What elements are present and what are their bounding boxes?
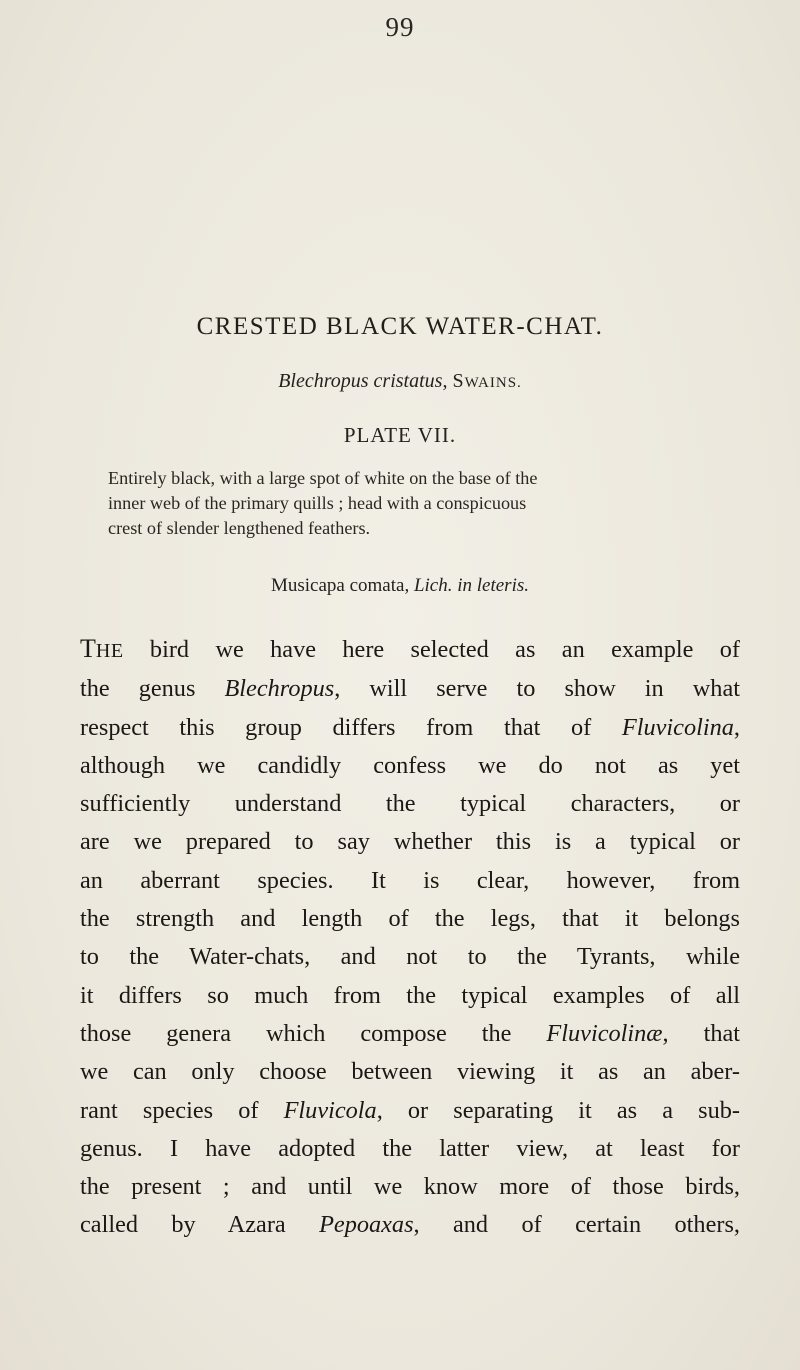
body-line: [80, 1053, 740, 1091]
body-line: [80, 630, 740, 670]
body-line: [80, 1206, 740, 1244]
scientific-name-separator: ,: [442, 370, 453, 392]
body-line-italic: Pepoaxas: [319, 1211, 414, 1239]
body-line-text: the strength and length of the legs, that it belongs: [80, 905, 740, 933]
body-line-text: , will serve to show in what: [334, 675, 740, 703]
body-line-italic: Blechropus: [224, 675, 335, 703]
description-line: crest of slender lengthened feathers.: [108, 518, 371, 538]
body-line-text: the genus: [80, 675, 225, 703]
author-rest: WAINS.: [464, 375, 522, 391]
body-line: [80, 670, 740, 708]
body-line-text: respect this group differs from that of: [80, 713, 622, 741]
description-line: inner web of the primary quills ; head with a conspicuous: [108, 493, 527, 513]
body-line-text: we can only choose between viewing it as an aber-: [80, 1058, 740, 1086]
body-line: [80, 1092, 740, 1130]
body-line-text: the present ; and until we know more of those birds,: [80, 1173, 740, 1201]
plate-label: PLATE VII.: [343, 423, 457, 447]
first-word-rest: HE: [95, 640, 124, 662]
body-line: [80, 1130, 740, 1168]
body-line: [80, 785, 740, 823]
body-line: [80, 747, 740, 785]
body-line-text: genus. I have adopted the latter view, at least for: [80, 1134, 740, 1162]
body-line-italic: Fluvicolina: [621, 713, 734, 741]
body-line-text: called by Azara: [80, 1211, 320, 1239]
author-name: [452, 370, 521, 392]
synonym-reference: Lich. in leteris.: [413, 575, 530, 596]
body-line: [80, 862, 740, 900]
body-line: [80, 1168, 740, 1206]
body-line-text: are we prepared to say whether this is a typical or: [80, 828, 740, 856]
species-description: [108, 466, 748, 541]
body-line-text: it differs so much from the typical examples of all: [80, 981, 740, 1009]
body-line-text: , and of certain others,: [413, 1211, 740, 1239]
body-line-text: although we candidly confess we do not as yet: [80, 751, 740, 779]
body-line: [80, 900, 740, 938]
synonym-name: Musicapa comata,: [270, 575, 414, 596]
body-line-italic: Fluvicola: [283, 1096, 377, 1124]
page-number: 99: [385, 12, 415, 42]
drop-initial: T: [80, 634, 96, 663]
synonym-line: [0, 575, 800, 597]
body-line-text: , or separating it as a sub-: [376, 1096, 740, 1124]
body-line: [80, 1015, 740, 1053]
body-line-text: those genera which compose the: [80, 1019, 547, 1047]
description-line: Entirely black, with a large spot of white on the base of the: [108, 468, 538, 488]
scientific-name: Blechropus cristatus: [278, 370, 443, 392]
article-title: CRESTED BLACK WATER-CHAT.: [196, 313, 604, 340]
body-line-text: sufficiently understand the typical characters, or: [80, 790, 740, 818]
body-line-text: bird we have here selected as an example of: [123, 636, 740, 663]
body-line: [80, 938, 740, 976]
body-line: [80, 823, 740, 861]
scientific-name-line: [0, 370, 800, 393]
body-paragraph: [80, 630, 740, 1245]
body-line-text: to the Water-chats, and not to the Tyrants, while: [80, 943, 740, 971]
body-line-italic: Fluvicolinæ: [546, 1019, 663, 1047]
body-line-text: , that: [662, 1019, 740, 1047]
body-line: [80, 709, 740, 747]
author-initial: S: [452, 370, 465, 392]
body-line-text: an aberrant species. It is clear, however, from: [80, 866, 740, 894]
body-line: [80, 977, 740, 1015]
body-line-text: rant species of: [80, 1096, 284, 1124]
body-line-text: ,: [733, 713, 740, 741]
